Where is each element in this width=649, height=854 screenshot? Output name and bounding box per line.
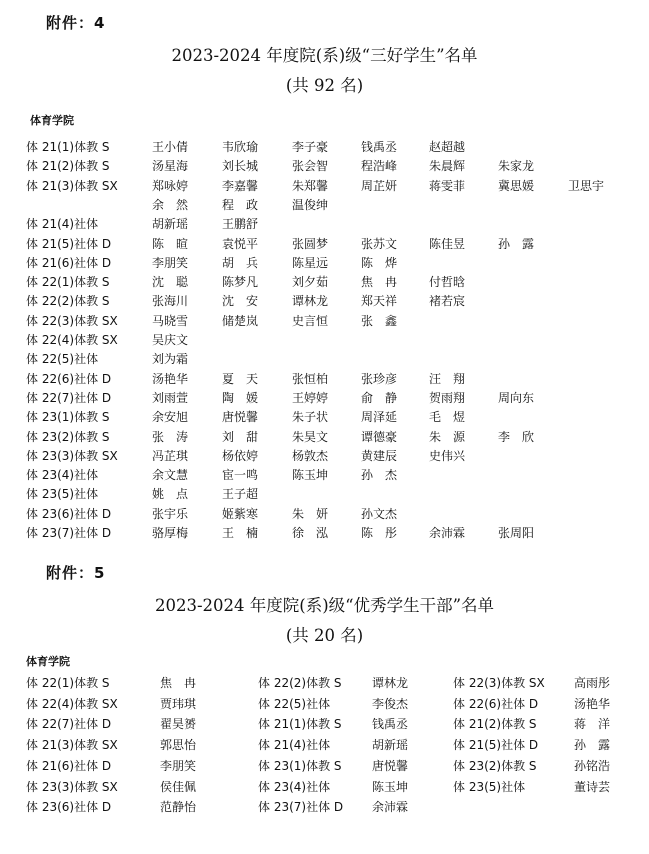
student-name: 郭思怡 xyxy=(160,738,197,753)
student-name: 朱 妍 xyxy=(292,506,329,521)
student-name: 侯佳佩 xyxy=(160,779,197,794)
student-name: 付哲晗 xyxy=(429,275,466,290)
student-name: 汤星海 xyxy=(152,159,189,174)
class-name: 体 22(7)社体 D xyxy=(26,717,112,732)
table-row xyxy=(0,215,649,234)
student-name: 孙文杰 xyxy=(361,506,398,521)
student-name: 李俊杰 xyxy=(372,696,409,711)
student-name: 杨依婷 xyxy=(222,448,259,463)
student-name: 唐悦馨 xyxy=(372,758,409,773)
table-row xyxy=(0,695,649,714)
student-name: 汤艳华 xyxy=(152,371,189,386)
student-name: 毛 煜 xyxy=(429,410,466,425)
student-name: 陈 彤 xyxy=(361,526,398,540)
student-name: 马晓雪 xyxy=(152,313,189,328)
table-row xyxy=(0,235,649,254)
student-name: 钱禹丞 xyxy=(372,717,409,732)
student-name: 孙 杰 xyxy=(361,468,398,483)
student-name: 陈玉坤 xyxy=(372,779,409,794)
student-name: 吴庆文 xyxy=(152,333,189,347)
table-row xyxy=(0,798,649,817)
student-name: 朱昊文 xyxy=(292,429,329,444)
class-name: 体 21(4)社体 xyxy=(26,217,99,232)
student-name: 张 涛 xyxy=(152,429,189,444)
student-name: 高雨彤 xyxy=(574,676,611,690)
table-row xyxy=(0,715,649,734)
student-name: 陈 暄 xyxy=(152,236,189,251)
class-name: 体 22(3)体教 SX xyxy=(26,313,118,328)
student-name: 焦 冉 xyxy=(361,275,398,290)
class-name: 体 21(6)社体 D xyxy=(26,255,112,270)
student-name: 王鹏舒 xyxy=(222,217,259,232)
table-row xyxy=(0,331,649,350)
student-name: 贺雨翔 xyxy=(429,390,466,405)
student-name: 褚若宸 xyxy=(429,294,466,309)
table-row xyxy=(0,524,649,543)
student-name: 胡 兵 xyxy=(222,255,259,270)
table-row xyxy=(0,408,649,427)
class-name: 体 23(5)社体 xyxy=(26,487,99,502)
student-name: 周泽延 xyxy=(361,410,398,425)
student-name: 张恒柏 xyxy=(292,371,329,386)
student-name: 陈梦凡 xyxy=(222,275,259,290)
class-name: 体 23(7)社体 D xyxy=(258,800,344,815)
student-name: 陶 媛 xyxy=(222,390,259,405)
student-name: 李朋笑 xyxy=(160,758,197,773)
student-name: 孙 露 xyxy=(574,738,611,753)
student-name: 赵超越 xyxy=(429,140,466,154)
student-name: 谭德豪 xyxy=(361,429,398,444)
student-name: 储楚岚 xyxy=(222,313,259,328)
student-name: 余沛霖 xyxy=(429,526,466,540)
class-name: 体 22(5)社体 xyxy=(258,696,331,711)
student-name: 黄建辰 xyxy=(361,448,398,463)
class-name: 体 23(2)体教 S xyxy=(453,758,537,773)
student-name: 张周阳 xyxy=(498,526,535,540)
table-row xyxy=(0,428,649,447)
student-name: 徐 泓 xyxy=(292,526,329,540)
student-name: 朱郑馨 xyxy=(292,178,329,193)
class-name: 体 21(1)体教 S xyxy=(26,140,110,154)
class-name: 体 22(5)社体 xyxy=(26,352,99,367)
student-name: 张海川 xyxy=(152,294,189,309)
student-name: 冯芷琪 xyxy=(152,448,189,463)
student-name: 余沛霖 xyxy=(372,800,409,815)
class-name: 体 21(6)社体 D xyxy=(26,758,112,773)
class-name: 体 23(4)社体 xyxy=(26,468,99,483)
class-name: 体 21(3)体教 SX xyxy=(26,178,118,193)
student-name: 王 楠 xyxy=(222,526,259,540)
student-name: 李朋笑 xyxy=(152,255,189,270)
table-row xyxy=(0,505,649,524)
table-row xyxy=(0,350,649,369)
student-name: 卫思宇 xyxy=(568,178,605,193)
student-name: 张会智 xyxy=(292,159,329,174)
table-row xyxy=(0,292,649,311)
student-name: 史伟兴 xyxy=(429,448,466,463)
student-name: 冀思媛 xyxy=(498,178,535,193)
class-name: 体 22(7)社体 D xyxy=(26,390,112,405)
student-name: 王婷婷 xyxy=(292,390,329,405)
class-name: 体 21(5)社体 D xyxy=(453,738,539,753)
class-name: 体 23(3)体教 SX xyxy=(26,448,118,463)
student-name: 陈佳昱 xyxy=(429,236,466,251)
class-name: 体 22(4)体教 SX xyxy=(26,333,118,347)
class-name: 体 23(2)体教 S xyxy=(26,429,110,444)
class-name: 体 22(1)体教 S xyxy=(26,275,110,290)
student-name: 程 政 xyxy=(222,197,259,212)
class-name: 体 23(3)体教 SX xyxy=(26,779,118,794)
student-name: 张珍彦 xyxy=(361,371,398,386)
student-name: 孙 露 xyxy=(498,236,535,251)
student-name: 李嘉馨 xyxy=(222,178,259,193)
class-name: 体 21(2)体教 S xyxy=(26,159,110,174)
student-name: 胡新瑶 xyxy=(152,217,189,232)
attachment-label: 附件：5 xyxy=(46,564,106,582)
class-name: 体 22(3)体教 SX xyxy=(453,676,545,690)
student-name: 夏 天 xyxy=(222,371,259,386)
table-row xyxy=(0,447,649,466)
table-row xyxy=(0,466,649,485)
student-name: 钱禹丞 xyxy=(361,140,398,154)
student-name: 张苏文 xyxy=(361,236,398,251)
student-name: 张 鑫 xyxy=(361,313,398,328)
student-name: 余安旭 xyxy=(152,410,189,425)
student-name: 郑咏婷 xyxy=(152,178,189,193)
student-name: 谭林龙 xyxy=(372,676,409,690)
student-name: 朱晨辉 xyxy=(429,159,466,174)
student-name: 刘夕茹 xyxy=(292,275,329,290)
college-name: 体育学院 xyxy=(30,114,74,127)
student-name: 朱家龙 xyxy=(498,159,535,174)
student-name: 王子超 xyxy=(222,487,259,502)
college-name: 体育学院 xyxy=(26,655,70,668)
table-row xyxy=(0,196,649,215)
student-name: 焦 冉 xyxy=(160,676,197,690)
class-name: 体 23(1)体教 S xyxy=(258,758,342,773)
list-title: 2023-2024 年度院(系)级“三好学生”名单 xyxy=(171,46,478,65)
student-name: 周向东 xyxy=(498,390,535,405)
student-name: 余 然 xyxy=(152,197,189,212)
student-name: 刘 甜 xyxy=(222,429,259,444)
student-name: 汤艳华 xyxy=(574,696,611,711)
student-name: 王小倩 xyxy=(152,140,189,154)
student-name: 韦欣瑜 xyxy=(222,140,259,154)
table-row xyxy=(0,389,649,408)
student-name: 刘雨萱 xyxy=(152,390,189,405)
table-row xyxy=(0,736,649,755)
class-name: 体 23(6)社体 D xyxy=(26,506,112,521)
class-name: 体 21(1)体教 S xyxy=(258,717,342,732)
student-name: 刘为霜 xyxy=(152,352,189,367)
student-name: 俞 静 xyxy=(361,390,398,405)
student-name: 陈玉坤 xyxy=(292,468,329,483)
class-name: 体 22(6)社体 D xyxy=(26,371,112,386)
student-name: 陈 烨 xyxy=(361,255,398,270)
student-name: 蒋 洋 xyxy=(574,717,611,732)
table-row xyxy=(0,757,649,776)
student-name: 程浩峰 xyxy=(361,159,398,174)
student-name: 朱子状 xyxy=(292,410,329,425)
student-name: 谭林龙 xyxy=(292,294,329,309)
student-name: 宦一鸣 xyxy=(222,468,259,483)
student-name: 李 欣 xyxy=(498,429,535,444)
table-row xyxy=(0,177,649,196)
student-name: 唐悦馨 xyxy=(222,410,259,425)
student-name: 沈 聪 xyxy=(152,275,189,290)
student-name: 张宇乐 xyxy=(152,506,189,521)
student-name: 周芷妍 xyxy=(361,178,398,193)
list-title: 2023-2024 年度院(系)级“优秀学生干部”名单 xyxy=(154,596,495,615)
attachment-label: 附件：4 xyxy=(46,14,106,32)
student-name: 孙铭浩 xyxy=(574,758,611,773)
class-name: 体 21(2)体教 S xyxy=(453,717,537,732)
student-name: 董诗芸 xyxy=(574,779,611,794)
student-name: 袁悦平 xyxy=(222,236,259,251)
student-name: 朱 源 xyxy=(429,429,466,444)
class-name: 体 21(4)社体 xyxy=(258,738,331,753)
class-name: 体 23(1)体教 S xyxy=(26,410,110,425)
table-row xyxy=(0,157,649,176)
class-name: 体 22(2)体教 S xyxy=(26,294,110,309)
list-count: (共 20 名) xyxy=(285,626,364,645)
class-name: 体 21(3)体教 SX xyxy=(26,738,118,753)
student-name: 郑天祥 xyxy=(361,294,398,309)
student-name: 杨敦杰 xyxy=(292,448,329,463)
student-name: 蒋雯菲 xyxy=(429,178,466,193)
table-row xyxy=(0,674,649,693)
class-name: 体 22(1)体教 S xyxy=(26,676,110,690)
class-name: 体 21(5)社体 D xyxy=(26,236,112,251)
class-name: 体 22(6)社体 D xyxy=(453,696,539,711)
student-name: 骆厚梅 xyxy=(152,526,189,540)
student-name: 姬紫寒 xyxy=(222,506,259,521)
table-row xyxy=(0,138,649,157)
student-name: 范静怡 xyxy=(160,800,197,815)
student-name: 沈 安 xyxy=(222,294,259,309)
student-name: 翟昊赟 xyxy=(160,717,197,732)
table-row xyxy=(0,485,649,504)
class-name: 体 23(5)社体 xyxy=(453,779,526,794)
student-name: 温俊绅 xyxy=(292,197,329,212)
student-name: 胡新瑶 xyxy=(372,738,409,753)
table-row xyxy=(0,312,649,331)
student-name: 史言恒 xyxy=(292,313,329,328)
student-name: 刘长城 xyxy=(222,159,259,174)
student-name: 余文慧 xyxy=(152,468,189,483)
class-name: 体 23(4)社体 xyxy=(258,779,331,794)
student-name: 陈星远 xyxy=(292,255,329,270)
class-name: 体 23(6)社体 D xyxy=(26,800,112,815)
class-name: 体 23(7)社体 D xyxy=(26,526,112,540)
table-row xyxy=(0,254,649,273)
student-name: 张圆梦 xyxy=(292,236,329,251)
table-row xyxy=(0,370,649,389)
list-count: (共 92 名) xyxy=(285,76,364,95)
table-row xyxy=(0,778,649,797)
table-row xyxy=(0,273,649,292)
student-name: 贾玮琪 xyxy=(160,696,197,711)
student-name: 姚 点 xyxy=(152,487,189,502)
class-name: 体 22(2)体教 S xyxy=(258,676,342,690)
class-name: 体 22(4)体教 SX xyxy=(26,696,118,711)
student-name: 李子豪 xyxy=(292,140,329,154)
student-name: 汪 翔 xyxy=(429,371,466,386)
